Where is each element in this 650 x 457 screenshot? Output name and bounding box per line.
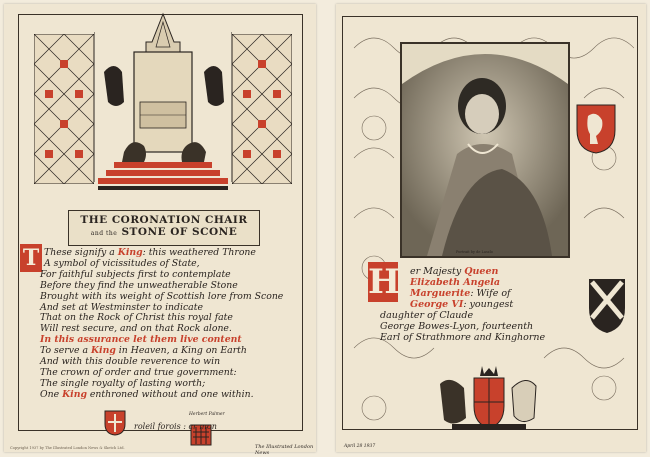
signature: Herbert Palmer — [189, 412, 225, 417]
queen-caption — [380, 266, 620, 343]
drop-cap-h: H — [368, 262, 401, 302]
line-text: These signify a — [44, 247, 118, 258]
highlight-word: George VI — [410, 299, 464, 310]
shield-emblem-left — [104, 410, 126, 436]
title-and: and the — [90, 230, 118, 237]
highlight-word: King — [117, 247, 143, 258]
scottish-lion-shield — [576, 104, 616, 154]
text-line — [40, 390, 290, 401]
drop-cap-t: T — [20, 244, 42, 272]
royal-coat-of-arms — [432, 364, 542, 434]
highlight-word: In this assurance let them live content — [40, 334, 242, 346]
highlight-word: King — [90, 345, 116, 357]
line-text: er Majesty — [410, 266, 465, 277]
portrait-frame — [400, 42, 570, 258]
right-lattice-panel — [232, 34, 292, 184]
right-page — [336, 4, 646, 452]
line-text: Before they find the unweatherable Stone — [40, 279, 238, 291]
text-line — [380, 277, 620, 288]
text-line — [380, 299, 620, 310]
line-text: : this weathered Throne — [142, 247, 256, 258]
line-text: enthroned without and one within. — [86, 388, 254, 400]
issue-date: April 28 1937 — [344, 444, 376, 449]
line-text: The single royalty of lasting worth; — [40, 377, 206, 389]
highlight-word: Marguerite — [410, 288, 471, 299]
portrait-photo — [402, 44, 568, 256]
masthead: The Illustrated London News — [255, 444, 314, 456]
highlight-word: Queen — [464, 266, 499, 277]
line-text: : youngest — [463, 299, 514, 310]
text-line — [380, 266, 620, 277]
line-text: A symbol of vicissitudes of State, — [44, 257, 200, 269]
line-text: Earl of Strathmore and Kinghorne — [380, 332, 546, 343]
title-line-2-text: STONE OF SCONE — [121, 226, 238, 238]
title-line-2 — [69, 226, 259, 238]
motto-text: roleil forois : cr mon — [134, 422, 217, 431]
text-line — [380, 288, 620, 299]
line-text: One — [40, 388, 63, 400]
title-line-1: THE CORONATION CHAIR — [80, 214, 248, 226]
line-text: And with this double reverence to win — [40, 356, 221, 368]
line-text: Brought with its weight of Scottish lore from Scone — [40, 290, 284, 302]
line-text: The crown of order and true government: — [40, 366, 237, 378]
left-page — [4, 4, 316, 456]
line-text: For faithful subjects first to contemplate — [40, 268, 231, 280]
line-text: George Bowes-Lyon, fourteenth — [380, 321, 534, 332]
copyright-footnote: Copyright 1937 by The Illustrated London News & Sketch Ltd. — [10, 446, 125, 450]
coronation-chair-illustration — [94, 12, 232, 202]
line-text: And set at Westminster to indicate — [40, 301, 203, 313]
line-text: That on the Rock of Christ this royal fate — [40, 312, 233, 324]
line-text: daughter of Claude — [380, 310, 474, 321]
poem — [40, 248, 290, 401]
text-line — [380, 332, 620, 343]
left-lattice-panel — [34, 34, 94, 184]
text-line — [380, 321, 620, 332]
highlight-word: Elizabeth Angela — [410, 277, 501, 288]
line-text: To serve a — [40, 345, 91, 357]
line-text: in Heaven, a King on Earth — [115, 345, 247, 357]
portrait-caption: Portrait by de Laszlo — [456, 250, 493, 254]
line-text: : Wife of — [470, 288, 511, 299]
line-text: Will rest secure, and on that Rock alone. — [40, 323, 232, 335]
title-banner — [68, 210, 260, 246]
text-line — [380, 310, 620, 321]
highlight-word: King — [62, 388, 87, 400]
